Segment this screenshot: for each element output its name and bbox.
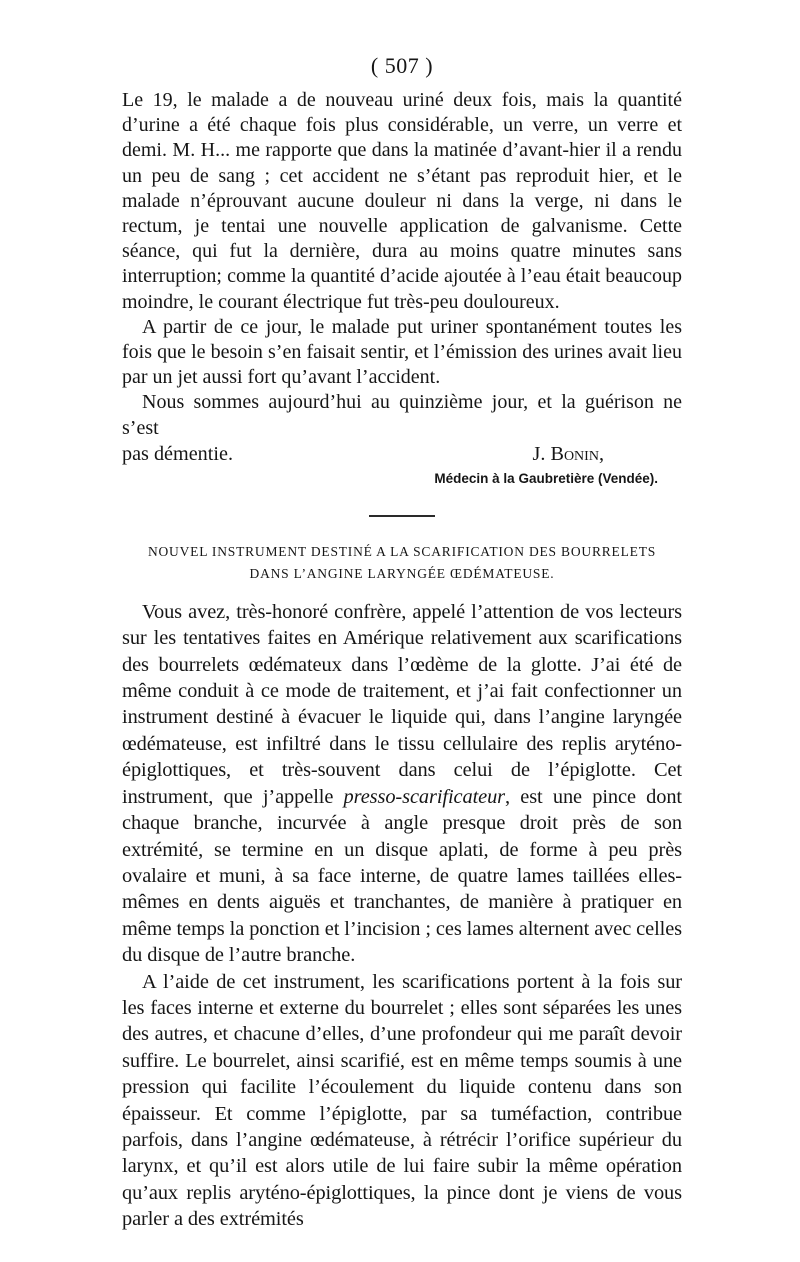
document-page (122, 52, 682, 1233)
paragraph-instrument-use: A l’aide de cet instrument, les scarifications portent à la fois sur les faces interne et externe du bourrelet ; elles sont séparées les unes des autres, et chacune d’elles, d’une profondeur qui me paraît devoir suffire. Le bourrelet, ainsi scarifié, est en même temps soumis à une pression qui facilite l’écoulement du liquide contenu dans son épaisseur. Et comme l’épiglotte, par sa tuméfaction, contribue parfois, dans l’angine œdémateuse, à rétrécir l’orifice supérieur du larynx, et qu’il est alors utile de lui faire subir la même opération qu’aux replis aryténo-épiglottiques, la pince dont je viens de vous parler a des extrémités (122, 970, 682, 1231)
recovery-text: Nous sommes aujourd’hui au quinzième jour, et la guérison ne s’est (122, 391, 682, 439)
section-title-line-2: DANS L’ANGINE LARYNGÉE ŒDÉMATEUSE. (249, 565, 555, 581)
paragraph-galvanism-session: Le 19, le malade a de nouveau uriné deux fois, mais la quantité d’urine a été chaque fois plus considérable, un verre, un verre et demi. M. H... me rapporte que dans la matinée d’avant-hier il a rendu un peu de sang ; cet accident ne s’étant pas reproduit hier, et le malade n’éprouvant aucune douleur ni dans la verge, ni dans le rectum, je tentai une nouvelle application de galvanisme. Cette séance, qui fut la dernière, dura au moins quatre minutes sans interruption; comme la quantité d’acide ajoutée à l’eau était beaucoup moindre, le courant électrique fut très-peu douloureux. (122, 89, 682, 313)
author-signature: J. Bonin, (532, 442, 604, 465)
page-number: ( 507 ) (370, 53, 434, 78)
instrument-text-start: Vous avez, très-honoré confrère, appelé l’attention de vos lecteurs sur les tentatives faites en Amérique relativement aux scarifications des bourrelets œdémateux dans l’œdème de la glotte. J’ai été de même conduit à ce mode de traitement, et j’ai fait confectionner un instrument destiné à évacuer le liquide qui, dans l’angine laryngée œdémateuse, est infiltré dans le tissu cellulaire des replis aryténo-épiglottiques, et très-souvent dans celui de l’épiglotte. Cet instrument, que j’appelle (122, 600, 682, 808)
recovery-text-end: pas démentie. (122, 442, 233, 465)
paragraph-recovery-status (122, 390, 682, 440)
section-title-line-1: NOUVEL INSTRUMENT DESTINÉ A LA SCARIFICATION DES BOURRELETS (147, 543, 657, 559)
paragraph-instrument-description (122, 599, 682, 969)
instrument-name: presso-scarificateur (343, 785, 506, 808)
signature-line (122, 441, 682, 467)
instrument-text-end: , est une pince dont chaque branche, incurvée à angle presque droit près de son extrémité, se termine en un disque aplati, de forme à peu près ovalaire et muni, à sa face interne, de quatre lames taillées elles-mêmes en dents aiguës et tranchantes, de manière à pratiquer en même temps la ponction et l’incision ; ces lames alternent avec celles du disque de l’autre branche. (122, 785, 682, 967)
section-divider (369, 515, 435, 517)
paragraph-spontaneous-urination: A partir de ce jour, le malade put uriner spontanément toutes les fois que le besoin s’en faisait sentir, et l’émission des urines avait lieu par un jet aussi fort qu’avant l’accident. (122, 315, 682, 389)
section-title (122, 541, 682, 585)
author-affiliation: Médecin à la Gaubretière (Vendée). (434, 470, 658, 486)
